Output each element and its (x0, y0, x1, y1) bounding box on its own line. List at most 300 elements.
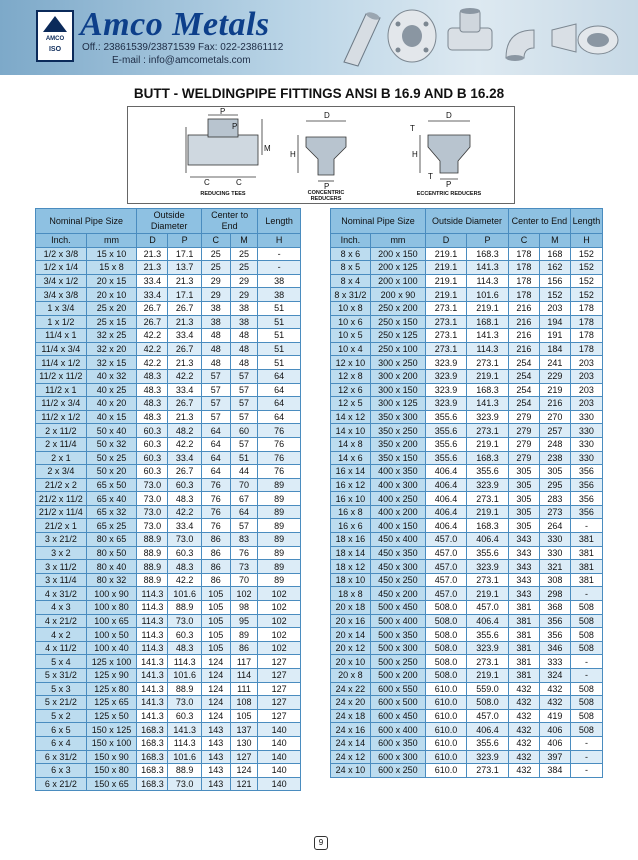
table-row (331, 410, 603, 424)
table-cell: 51 (258, 342, 301, 356)
table-cell: 330 (570, 437, 602, 451)
table-cell: 219.1 (466, 301, 508, 315)
table-cell: 356 (539, 628, 570, 642)
table-cell: 64 (230, 505, 258, 519)
table-cell: 343 (508, 560, 539, 574)
table-cell: 384 (539, 764, 570, 778)
table-cell: 10 x 4 (331, 342, 371, 356)
table-cell: 219.1 (426, 288, 467, 302)
table-cell: 127 (258, 709, 301, 723)
col-nominal-size: Nominal Pipe Size (36, 209, 137, 234)
table-cell: 457.0 (426, 533, 467, 547)
table-cell: 57 (230, 383, 258, 397)
table-cell: 216 (539, 397, 570, 411)
table-cell: 50 x 25 (86, 451, 137, 465)
table-cell: 25 (230, 247, 258, 261)
table-cell: 457.0 (466, 601, 508, 615)
table-cell: 346 (539, 641, 570, 655)
table-cell: 323.9 (466, 410, 508, 424)
table-cell: 76 (230, 546, 258, 560)
table-cell: 105 (201, 628, 230, 642)
table-cell: 21/2 x 11/2 (36, 492, 87, 506)
table-cell: 98 (230, 601, 258, 615)
table-cell: 141.3 (137, 669, 168, 683)
table-cell: 168.1 (466, 315, 508, 329)
table-cell: 178 (570, 329, 602, 343)
table-row (331, 397, 603, 411)
col-length: Length (570, 209, 602, 234)
table-cell: 324 (539, 669, 570, 683)
table-cell: 400 x 200 (370, 505, 425, 519)
table-cell: 111 (230, 682, 258, 696)
table-cell: 95 (230, 614, 258, 628)
table-cell: 26.7 (168, 465, 201, 479)
table-cell: 73 (230, 560, 258, 574)
table-cell: 273.1 (466, 424, 508, 438)
table-cell: 4 x 2 (36, 628, 87, 642)
table-cell: 32 x 15 (86, 356, 137, 370)
table-cell: 10 x 8 (331, 301, 371, 315)
table-cell: 57 (230, 437, 258, 451)
table-cell: 4 x 21/2 (36, 614, 87, 628)
table-cell: 73.0 (137, 519, 168, 533)
table-cell: 508.0 (466, 696, 508, 710)
table-cell: 381 (508, 601, 539, 615)
table-cell: 114.3 (137, 628, 168, 642)
table-cell: 355.6 (426, 451, 467, 465)
table-cell: 60 (230, 424, 258, 438)
table-cell: 14 x 12 (331, 410, 371, 424)
table-cell: 64 (258, 369, 301, 383)
table-cell: 57 (201, 369, 230, 383)
table-cell: 2 x 11/4 (36, 437, 87, 451)
table-cell: 64 (201, 465, 230, 479)
table-cell: 73.0 (168, 614, 201, 628)
table-cell: 42.2 (168, 505, 201, 519)
table-cell: 102 (258, 641, 301, 655)
table-cell: 2 x 11/2 (36, 424, 87, 438)
table-cell: 457.0 (466, 709, 508, 723)
table-cell: 152 (570, 274, 602, 288)
table-cell: 64 (258, 397, 301, 411)
table-cell: 219.1 (426, 274, 467, 288)
table-cell: 3/4 x 1/2 (36, 274, 87, 288)
table-cell: 21.3 (137, 261, 168, 275)
table-cell: 279 (508, 437, 539, 451)
table-cell: 60.3 (168, 628, 201, 642)
table-cell: 15 x 10 (86, 247, 137, 261)
table-cell: 86 (201, 546, 230, 560)
table-cell: 18 x 8 (331, 587, 371, 601)
table-cell: 121 (230, 777, 258, 791)
table-row (36, 764, 301, 778)
dim-d1: D (324, 111, 330, 120)
table-cell: 80 x 32 (86, 573, 137, 587)
table-cell: 89 (258, 505, 301, 519)
table-cell: 33.4 (137, 288, 168, 302)
table-cell: 100 x 50 (86, 628, 137, 642)
table-cell: 200 x 150 (370, 247, 425, 261)
table-cell: 124 (201, 669, 230, 683)
table-cell: 50 x 32 (86, 437, 137, 451)
table-cell: 219.1 (466, 587, 508, 601)
table-cell: 42.2 (168, 369, 201, 383)
table-cell: 38 (230, 315, 258, 329)
table-cell: 26.7 (168, 301, 201, 315)
table-cell: 21.3 (137, 247, 168, 261)
table-cell: 125 x 50 (86, 709, 137, 723)
table-cell: 21.3 (168, 356, 201, 370)
table-cell: 323.9 (426, 383, 467, 397)
table-row (36, 560, 301, 574)
table-row (331, 315, 603, 329)
table-cell: 203 (570, 397, 602, 411)
table-row (331, 329, 603, 343)
table-cell: 168 (539, 247, 570, 261)
table-cell: 5 x 3 (36, 682, 87, 696)
table-cell: 86 (201, 533, 230, 547)
table-cell: 86 (201, 560, 230, 574)
table-cell: 137 (230, 723, 258, 737)
table-row (331, 682, 603, 696)
table-cell: 32 x 25 (86, 329, 137, 343)
table-cell: 48.3 (137, 383, 168, 397)
table-cell: 4 x 3 (36, 601, 87, 615)
table-cell: 168.3 (137, 777, 168, 791)
table-cell: 229 (539, 369, 570, 383)
col-d: D (137, 234, 168, 248)
table-cell: 152 (570, 261, 602, 275)
table-cell: 600 x 550 (370, 682, 425, 696)
table-cell: 25 (230, 261, 258, 275)
table-cell: 26.7 (168, 342, 201, 356)
table-cell: 152 (570, 288, 602, 302)
table-cell: 457.0 (426, 587, 467, 601)
table-cell: 29 (230, 288, 258, 302)
table-row (331, 709, 603, 723)
table-cell: 101.6 (168, 587, 201, 601)
table-cell: 600 x 350 (370, 736, 425, 750)
table-cell: 273.1 (466, 764, 508, 778)
table-cell: 10 x 6 (331, 315, 371, 329)
col-m: M (230, 234, 258, 248)
table-cell: 508 (570, 709, 602, 723)
table-cell: 80 x 40 (86, 560, 137, 574)
table-cell: 254 (508, 383, 539, 397)
table-cell: 450 x 400 (370, 533, 425, 547)
table-cell: 178 (508, 247, 539, 261)
table-cell: 127 (230, 750, 258, 764)
table-cell: 60.3 (137, 424, 168, 438)
dim-p2: P (232, 122, 238, 131)
table-cell: 141.3 (137, 696, 168, 710)
table-row (331, 383, 603, 397)
table-row (331, 560, 603, 574)
table-cell: 600 x 250 (370, 764, 425, 778)
table-cell: - (570, 519, 602, 533)
table-cell: 141.3 (466, 261, 508, 275)
dim-p4: P (446, 180, 452, 189)
table-cell: 432 (508, 682, 539, 696)
table-cell: 295 (539, 478, 570, 492)
logo-triangle-icon (43, 16, 67, 32)
table-cell: 178 (570, 315, 602, 329)
table-cell: 305 (508, 505, 539, 519)
right-dimension-table (330, 208, 603, 778)
col-m: M (539, 234, 570, 248)
table-cell: 216 (508, 329, 539, 343)
table-cell: 508 (570, 682, 602, 696)
table-cell: 64 (201, 437, 230, 451)
col-outside-diameter: Outside Diameter (426, 209, 509, 234)
table-row (36, 261, 301, 275)
table-cell: 298 (539, 587, 570, 601)
table-cell: 500 x 200 (370, 669, 425, 683)
table-row (331, 628, 603, 642)
table-cell: 57 (230, 369, 258, 383)
table-cell: 8 x 4 (331, 274, 371, 288)
table-cell: 17.1 (168, 247, 201, 261)
table-cell: 300 x 200 (370, 369, 425, 383)
table-cell: 162 (539, 261, 570, 275)
table-cell: 89 (258, 560, 301, 574)
table-cell: 610.0 (426, 682, 467, 696)
table-cell: 1 x 1/2 (36, 315, 87, 329)
table-cell: 356 (570, 492, 602, 506)
table-cell: 57 (230, 397, 258, 411)
table-cell: 194 (539, 315, 570, 329)
table-cell: 6 x 4 (36, 736, 87, 750)
table-cell: 20 x 15 (86, 274, 137, 288)
table-cell: 168.3 (466, 451, 508, 465)
table-cell: 124 (201, 682, 230, 696)
table-cell: 219.1 (426, 247, 467, 261)
table-row (36, 546, 301, 560)
table-cell: 83 (230, 533, 258, 547)
table-cell: 250 x 125 (370, 329, 425, 343)
table-cell: 18 x 14 (331, 546, 371, 560)
table-cell: 114 (230, 669, 258, 683)
table-cell: 5 x 2 (36, 709, 87, 723)
table-cell: 355.6 (426, 410, 467, 424)
table-cell: 11/2 x 11/2 (36, 369, 87, 383)
table-row (36, 383, 301, 397)
table-cell: 88.9 (137, 546, 168, 560)
table-cell: 20 x 18 (331, 601, 371, 615)
table-cell: 508 (570, 628, 602, 642)
col-center-to-end: Center to End (201, 209, 257, 234)
dim-c2: C (236, 178, 242, 187)
table-cell: 6 x 21/2 (36, 777, 87, 791)
table-cell: 150 x 90 (86, 750, 137, 764)
table-row (36, 329, 301, 343)
dim-t: T (410, 124, 415, 133)
table-cell: 330 (539, 546, 570, 560)
table-cell: 450 x 350 (370, 546, 425, 560)
table-cell: 33.4 (137, 274, 168, 288)
table-cell: 102 (258, 587, 301, 601)
table-cell: 305 (539, 465, 570, 479)
table-cell: - (570, 764, 602, 778)
table-cell: 20 x 14 (331, 628, 371, 642)
table-cell: 333 (539, 655, 570, 669)
table-cell: 140 (258, 750, 301, 764)
table-cell: 330 (539, 533, 570, 547)
tee-fitting-icon (448, 8, 492, 50)
table-cell: 273.1 (426, 342, 467, 356)
table-cell: 241 (539, 356, 570, 370)
table-cell: 105 (230, 709, 258, 723)
table-row (331, 424, 603, 438)
table-cell: 24 x 14 (331, 736, 371, 750)
table-cell: 406 (539, 723, 570, 737)
table-cell: 21.3 (168, 410, 201, 424)
table-cell: 500 x 450 (370, 601, 425, 615)
table-cell: 200 x 100 (370, 274, 425, 288)
table-cell: 406.4 (426, 465, 467, 479)
table-cell: 250 x 150 (370, 315, 425, 329)
caption-concentric: CONCENTRIC (307, 190, 345, 196)
table-cell: 114.3 (137, 641, 168, 655)
pipe-icon (344, 11, 381, 66)
table-row (331, 764, 603, 778)
table-cell: 48 (230, 342, 258, 356)
table-cell: 400 x 300 (370, 478, 425, 492)
table-cell: 16 x 12 (331, 478, 371, 492)
table-cell: 432 (508, 736, 539, 750)
table-cell: 114.3 (466, 274, 508, 288)
table-cell: 343 (508, 533, 539, 547)
table-cell: 238 (539, 451, 570, 465)
table-cell: 141.3 (466, 329, 508, 343)
company-logo (36, 10, 74, 62)
table-cell: 305 (508, 465, 539, 479)
table-cell: 610.0 (426, 723, 467, 737)
table-cell: 73.0 (137, 492, 168, 506)
table-cell: 88.9 (137, 533, 168, 547)
table-row (36, 288, 301, 302)
table-cell: 86 (201, 573, 230, 587)
table-cell: 406.4 (426, 492, 467, 506)
table-cell: 381 (570, 560, 602, 574)
table-cell: 102 (258, 614, 301, 628)
table-cell: 330 (570, 410, 602, 424)
table-cell: 356 (570, 505, 602, 519)
table-cell: 14 x 10 (331, 424, 371, 438)
table-cell: 24 x 20 (331, 696, 371, 710)
table-cell: 1 x 3/4 (36, 301, 87, 315)
table-cell: 273.1 (466, 492, 508, 506)
table-cell: 11/4 x 1 (36, 329, 87, 343)
table-cell: 343 (508, 587, 539, 601)
table-cell: 88.9 (168, 682, 201, 696)
table-cell: 610.0 (426, 696, 467, 710)
table-cell: 57 (230, 410, 258, 424)
table-cell: 457.0 (426, 560, 467, 574)
table-cell: 283 (539, 492, 570, 506)
table-cell: 143 (201, 736, 230, 750)
table-cell: 100 x 40 (86, 641, 137, 655)
table-cell: 356 (570, 465, 602, 479)
table-cell: 152 (570, 247, 602, 261)
table-cell: 73.0 (168, 696, 201, 710)
table-cell: 368 (539, 601, 570, 615)
table-cell: 400 x 150 (370, 519, 425, 533)
table-row (331, 261, 603, 275)
table-cell: 279 (508, 424, 539, 438)
table-cell: 350 x 150 (370, 451, 425, 465)
table-cell: 5 x 21/2 (36, 696, 87, 710)
table-cell: 350 x 200 (370, 437, 425, 451)
table-cell: - (258, 247, 301, 261)
table-cell: 24 x 18 (331, 709, 371, 723)
table-cell: 432 (508, 764, 539, 778)
table-cell: 42.2 (137, 329, 168, 343)
table-cell: 273 (539, 505, 570, 519)
table-cell: 6 x 3 (36, 764, 87, 778)
table-cell: - (570, 750, 602, 764)
col-outside-diameter: Outside Diameter (137, 209, 202, 234)
table-cell: 108 (230, 696, 258, 710)
col-c: C (508, 234, 539, 248)
table-cell: 80 x 50 (86, 546, 137, 560)
table-cell: 38 (258, 288, 301, 302)
table-row (36, 533, 301, 547)
table-cell: 48.3 (168, 641, 201, 655)
dim-d2: D (446, 111, 452, 120)
table-cell: 67 (230, 492, 258, 506)
table-cell: - (570, 736, 602, 750)
table-cell: 508 (570, 641, 602, 655)
table-cell: 300 x 150 (370, 383, 425, 397)
table-cell: 105 (201, 601, 230, 615)
table-cell: 100 x 90 (86, 587, 137, 601)
table-cell: 2 x 3/4 (36, 465, 87, 479)
table-cell: 610.0 (426, 736, 467, 750)
dim-c1: C (204, 178, 210, 187)
table-cell: 273.1 (426, 315, 467, 329)
table-cell: 219 (539, 383, 570, 397)
table-cell: 65 x 32 (86, 505, 137, 519)
product-images (330, 0, 638, 75)
table-cell: 40 x 32 (86, 369, 137, 383)
table-cell: 457.0 (426, 546, 467, 560)
table-cell: 432 (539, 696, 570, 710)
table-cell: 355.6 (426, 424, 467, 438)
table-cell: 127 (258, 682, 301, 696)
table-cell: 88.9 (168, 764, 201, 778)
table-row (36, 736, 301, 750)
table-cell: 140 (258, 736, 301, 750)
table-cell: 76 (258, 465, 301, 479)
table-cell: 89 (230, 628, 258, 642)
table-cell: 156 (539, 274, 570, 288)
table-cell: 105 (201, 641, 230, 655)
logo-sub: ISO (48, 46, 62, 53)
table-cell: 65 x 40 (86, 492, 137, 506)
table-cell: 20 x 10 (86, 288, 137, 302)
table-row (331, 465, 603, 479)
table-row (331, 669, 603, 683)
table-cell: 140 (258, 777, 301, 791)
table-cell: 76 (258, 437, 301, 451)
table-cell: 88.9 (137, 573, 168, 587)
table-row (36, 478, 301, 492)
table-cell: 3 x 2 (36, 546, 87, 560)
table-cell: 127 (258, 696, 301, 710)
table-cell: 305 (508, 519, 539, 533)
table-cell: 141.3 (168, 723, 201, 737)
